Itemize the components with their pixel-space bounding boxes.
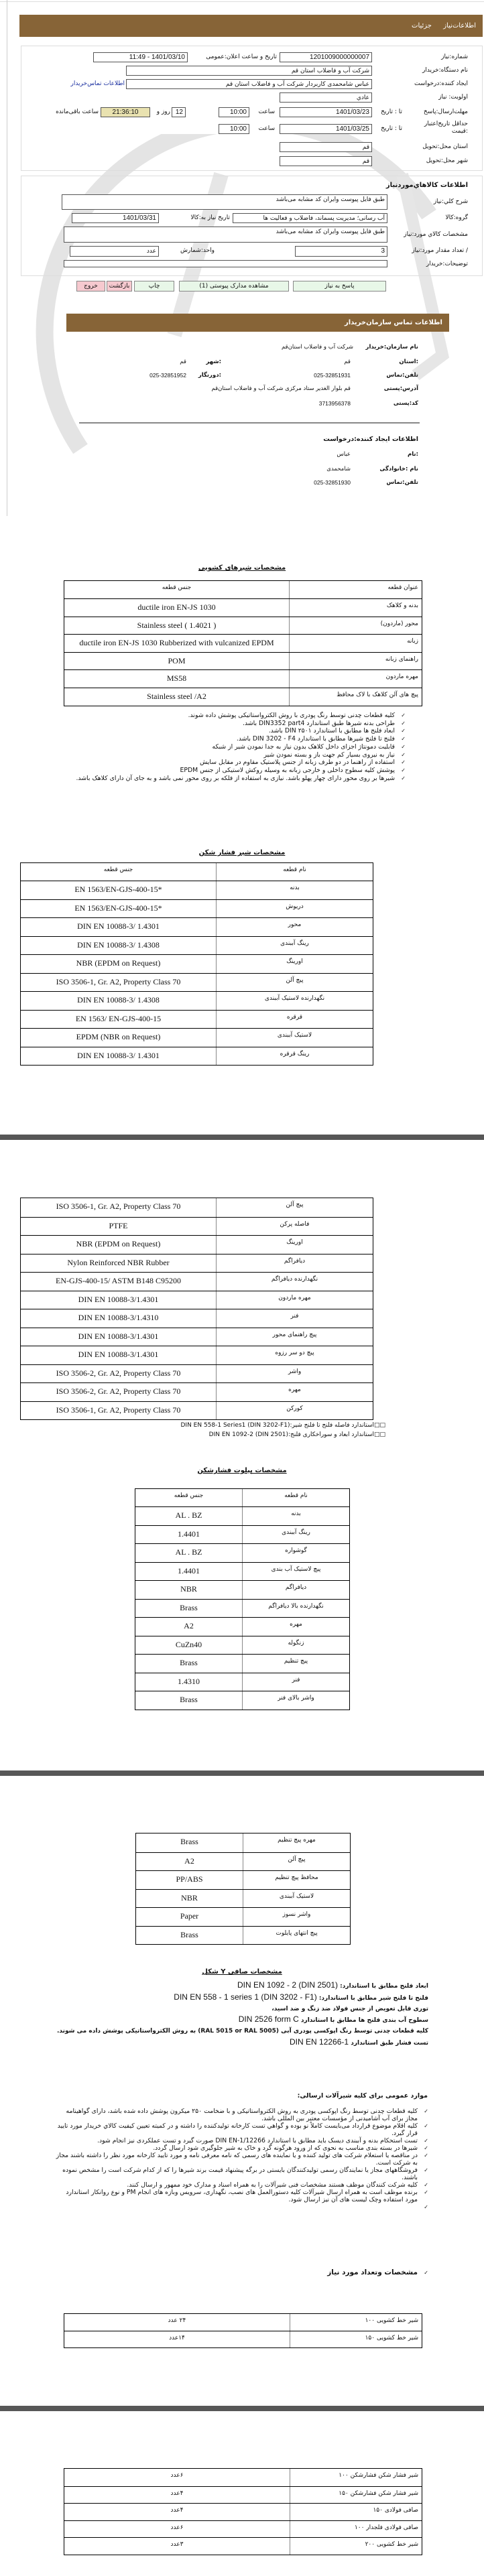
material-cell: Stainless steel /A2 [147,691,206,701]
material-cell: ductile iron EN-JS 1030 Rubberized with vulcanized EPDM [79,638,274,648]
material-cell: CuZn40 [175,1639,202,1649]
need-number-label: شماره:نیاز [441,54,468,60]
material-cell: *EN 1563/EN-GJS-400-15 [74,903,162,913]
table-row [64,2486,422,2504]
part-name-cell: نگهدارنده بالا دیافراگم [242,1600,349,1618]
city-label: شهر محل:تحویل [426,157,468,164]
material-cell: ISO 3506-2, Gr. A2, Property Class 70 [56,1387,181,1396]
part-name-cell: شیر خط کشویی ۱۵۰ [290,2331,422,2347]
part-name-cell: رینگ قرقره [216,1047,373,1066]
phone-label: تلفن:تماس [386,372,418,379]
pressure-reducer-title: مشخصات شیر فشار شکن [198,849,286,856]
part-name-cell: مهره ماردون [289,670,422,688]
part-name-cell: نگهدارنده لاستیک آببندی [216,992,373,1010]
contact-province-label: :استان [399,359,418,365]
material-cell: NBR (EPDM on Request) [76,958,161,968]
part-name-cell: فاصله پرکن [216,1218,373,1236]
material-cell: PP/ABS [176,1874,203,1884]
unit-field[interactable]: عدد [70,246,159,257]
goods-title: اطلاعات کالاهاي‌مورد‌نیاز [385,182,468,189]
table-row [64,2503,422,2520]
material-cell: POM [168,655,186,665]
announce-date-field[interactable]: 1401/03/10 - 11:49 [93,52,188,62]
table-header-row [21,863,373,881]
pilot-table-continued [135,1833,351,1945]
gate-valve-title: مشخصات شیرهای کشویی [198,564,286,572]
address-value: قم بلوار الغدیر ستاد مرکزی شرکت آب و فاضلاب استان‌قم [211,385,351,392]
priority-label: اولویت: نیاز [438,94,468,101]
material-cell: ۴عدد [170,2490,184,2497]
material-cell: ISO 3506-2, Gr. A2, Property Class 70 [56,1368,181,1378]
table-row [136,1833,350,1852]
description-label: شرح کلي:نیاز [433,198,468,205]
deadline-to-date-label: تا : تاریخ [381,109,402,115]
note-item: ✓ ابعاد فلنج ها مطابق با استاندارد ۲۵۰۱ DIN باشد. [54,727,406,735]
group-label: گروه:کالا [445,214,468,221]
creator-name-label: :نام [407,451,418,458]
part-name-cell: راهنمای زبانه [289,653,422,670]
table-row [136,1852,350,1871]
need-date-label: تاریخ نیاز به:کالا [190,214,230,221]
creator-field[interactable]: عباس شامحمدی کاربردار شرکت آب و فاضلاب استان قم [126,79,372,89]
material-cell: DIN EN 10088-3/ 1.4301 [77,1050,160,1060]
column-header: جنس قطعه [103,866,133,873]
note-item: ✓ فروشگاههای مجاز یا نمایندگان رسمی تولیدکنندگان بایستی در برگه پیشنهاد قیمت برند شیرها را که از کدام شرکت است را مشخص نموده باشند. [53,2167,428,2181]
column-header: جنس قطعه [174,1492,204,1499]
part-name-cell: مهره ماردون [216,1291,373,1309]
fax-label: :دورنگار [198,372,221,379]
part-name-cell: کورکن [216,1402,373,1420]
city-field[interactable]: قم [280,156,372,166]
y-strainer-line [53,2026,428,2037]
buyer-contact-link[interactable]: اطلاعات تماس‌خریدار [70,80,125,87]
part-name-cell: زبانه [289,635,422,652]
part-name-cell: پیچ های آلن کلاهک با لاک محافظ [289,688,422,706]
table-row [64,598,422,617]
material-cell: Brass [180,1658,198,1667]
priority-field[interactable]: عادي [280,92,372,103]
material-cell: 1.4401 [178,1565,200,1575]
table-row [136,1870,350,1889]
material-cell: ISO 3506-1, Gr. A2, Property Class 70 [56,1202,181,1211]
table-header-row [135,1489,349,1506]
description-field[interactable]: طبق فایل پیوست وایران کد مشابه می‌باشد [62,194,387,210]
part-name-cell: مهره [216,1383,373,1401]
table-row [135,1543,349,1562]
part-name-cell: مهره [242,1618,349,1636]
note-item: ✓ پوشش کلیه سطوح داخلی و خارجی زبانه به وسیله روکش لاستیکی از جنس EPDM [54,767,406,775]
table-row [64,617,422,635]
table-row [21,1346,373,1364]
org-label: نام سازمان:خریدار [365,344,418,350]
page-separator [0,1770,484,1776]
part-name-cell: اورینگ [216,955,373,973]
column-header: نام قطعه [216,863,373,881]
part-name-cell: قرقره [216,1011,373,1029]
part-name-cell: شیر فشار شکن فشارشکن ۱۰۰ [290,2469,422,2486]
material-cell: ۳عدد [170,2541,184,2549]
part-name-cell: پیچ آلن [243,1853,350,1871]
part-name-cell: صافی فولادی فلجدار ۱۰۰ [290,2521,422,2538]
table-row [135,1562,349,1581]
material-cell: MS58 [166,673,187,684]
days-remaining-field: 12 [172,107,186,117]
y-strainer-title: مشخصات صافی Y شکل [202,1968,282,1976]
material-cell: AL . BZ [175,1547,202,1557]
note-item: ✓ برنده موظف است به همراه ارسال شیرآلات کلیه دستورالعمل های نصب، نگهداری، سرویس وبازه های انجام PM و نوع روانکار استاندارد مورد استفاده وچک لیست های آن نیز ارسال شود. [53,2189,428,2203]
part-name-cell: رینگ آببندی [216,937,373,955]
note-item: ✓ استفاده از راهنما در دو طرف زبانه از جنس پلاستیک مقاوم در مقابل سایش [54,759,406,767]
table-row [135,1636,349,1655]
table-row [21,1217,373,1236]
validity-time-label: ساعت [258,125,275,132]
buyer-label: نام دستگاه:خریدار [422,67,468,74]
province-label: استان محل:تحویل [422,143,468,150]
phone-value: 025-32851931 [314,372,351,379]
respond-button[interactable]: پاسخ به نیاز [293,281,386,292]
note-item: ✓ کلیه شرکت کنندگان موظف هستند مشخصات فنی شیرآلات را به همراه اسناد و مدارک خود ممهور و ارسال کنند. [53,2181,428,2189]
postal-label: کد:پستی [393,400,418,407]
material-cell: ۴عدد [170,2507,184,2514]
contact-province-value: قم [344,359,351,365]
part-name-cell: واشر بالای فنر [242,1691,349,1710]
page-separator [0,1135,484,1140]
table-row [64,669,422,688]
need-number-field[interactable]: 1201009000000007 [280,52,372,62]
material-cell: EPDM (NBR on Request) [76,1032,161,1041]
material-cell: Brass [180,1602,198,1612]
contact-header: اطلاعات تماس سازمان‌خریدار [66,314,449,332]
table-row [21,1382,373,1401]
table-row [135,1525,349,1544]
tab-info[interactable]: اطلاعات‌نیاز [443,22,476,29]
table-row [21,1010,373,1029]
part-name-cell: محور (ماردون) [289,617,422,635]
part-name-cell: بدنه [242,1507,349,1525]
standard-code: DIN 2526 form C [238,2014,299,2024]
table-row [21,1028,373,1047]
table-row [21,1254,373,1273]
table-row [136,1907,350,1926]
y-strainer-line [53,1980,428,1992]
part-name-cell: فنر [242,1673,349,1691]
part-name-cell: دیافراگم [242,1581,349,1599]
material-cell: NBR [180,1584,197,1594]
deadline-date-field[interactable]: 1401/03/23 [280,107,372,117]
quantities-heading-text: مشخصات وتعداد مورد نیاز [327,2268,418,2276]
specs-field[interactable]: طبق فایل پیوست وایران کد مشابه می‌باشد [64,227,387,243]
material-cell: DIN EN 10088-3/1.4310 [78,1313,159,1322]
table-row [136,1889,350,1908]
pressure-reducer-table [20,862,373,1066]
notes-field[interactable] [64,260,387,267]
need-date-field[interactable]: 1401/03/31 [72,213,159,223]
table-row [21,1235,373,1254]
column-header: جنس قطعه [162,584,192,591]
gate-valve-table [64,580,422,706]
table-row [64,2520,422,2538]
note-item: ✓ شیرها بر روی محور دارای چهار پهلو باشد. نیازی به استفاده از فلکه بر روی محور نمی باشد و به جای آن دارای کلاهک باشد. [54,775,406,783]
part-name-cell: بدنه [216,881,373,899]
part-name-cell: محور [216,918,373,936]
deadline-time-field[interactable]: 10:00 [219,107,249,117]
deadline-label: مهلت‌ارسال:پاسخ [423,109,468,115]
table-row [21,1401,373,1420]
creator-label: ایجاد کننده:درخواست [414,80,468,87]
part-name-cell: شیر فشار شکن فشارشکن ۱۵۰ [290,2487,422,2504]
spec-text: فلنج تا فلنج شیر مطابق با استاندارد: [316,1994,428,2002]
table-row [64,652,422,670]
part-name-cell: پیچ آلن [216,974,373,992]
table-row [21,1198,373,1217]
table-row [135,1580,349,1599]
days-and-label: روز و [156,109,170,115]
material-cell: ISO 3506-1, Gr. A2, Property Class 70 [56,1405,181,1415]
material-cell: Nylon Reinforced NBR Rubber [67,1257,170,1267]
table-row [21,973,373,992]
table-row [135,1599,349,1618]
table-header-row [64,581,422,598]
material-cell: PTFE [109,1220,128,1230]
table-row [135,1617,349,1636]
province-field[interactable]: قم [280,142,372,152]
part-name-cell: زنگوله [242,1636,349,1655]
group-field[interactable]: آب رسانی؛ مدیریت پسماند، فاضلاب و فعالیت ها [233,213,387,223]
material-cell: DIN EN 10088-3/1.4301 [78,1331,159,1341]
announce-label: تاریخ و ساعت اعلان:عمومی [206,54,277,60]
table-row [64,2331,422,2347]
material-cell: Brass [180,1929,198,1939]
header-bar [19,15,483,37]
part-name-cell: اورینگ [216,1236,373,1254]
part-name-cell: دیافراگم [216,1254,373,1273]
note-item: ✓ کلیه قطعات چدنی توسط رنگ پودری با روش الکترواستاتیکی پوشش داده شوند. [54,712,406,720]
material-cell: *EN 1563/EN-GJS-400-15 [74,885,162,894]
quantities-heading-list [53,2269,428,2277]
standard-code: DIN EN 12266-1 [290,2037,349,2047]
material-cell: NBR [181,1892,198,1903]
creator-phone-value: 025-32851930 [314,479,351,486]
part-name-cell: صافی فولادی ۱۵۰ [290,2504,422,2520]
table-row [64,688,422,706]
quantity-field[interactable]: 3 [295,246,387,257]
part-name-cell: فنر [216,1309,373,1328]
part-name-cell: لاستیک آببندی [243,1890,350,1908]
pressure-reducer-table-continued [20,1198,373,1420]
spec-text: سطوح آب بندی فلنج ها مطابق با استاندارد [298,2017,428,2024]
standard-code: DIN EN 558 - 1 series 1 (DIN 3202 - F1) [174,1992,317,2002]
table-row [21,881,373,899]
note-item: ✓ تست استحکام بدنه و آببندی دیسک باید مطابق با استاندارد DIN EN-1/12266 صورت گیرد و تست عملکردی نیز انجام شود. [53,2137,428,2144]
creator-section-title: اطلاعات ایجاد کننده:درخواست [323,436,418,443]
note-item: ✓ قابلیت دمونتاژ اجزای داخل کلاهک بدون نیاز به جدا نمودن شیر از شبکه [54,743,406,751]
material-cell: A2 [184,1621,194,1630]
part-name-cell: مهره پیچ تنظیم [243,1833,350,1852]
material-cell: ۲۴ عدد [168,2317,186,2324]
contact-city-label: :شهر [206,359,221,365]
table-row [21,1291,373,1309]
table-row [21,1047,373,1066]
material-cell: ۶عدد [170,2472,184,2479]
material-cell: 1.4310 [178,1676,200,1686]
general-notes [53,2108,428,2213]
table-row [21,1309,373,1328]
part-name-cell: نگهدارنده دیافراگم [216,1273,373,1291]
standard-code: DIN EN 1092 - 2 (DIN 2501) [237,1980,339,1990]
material-cell: NBR (EPDM on Request) [76,1239,161,1248]
part-name-cell: پیچ راهنمای محور [216,1328,373,1346]
note-item: ✓ کلیه قطعات چدنی توسط رنگ اپوکسی پودری به روش الکترواستاتیکی و با ضخامت ۲۵۰ میکرون پوشش داده شده باشد، دارای گواهینامه مجاز برای آب آشامیدنی از مؤسسات معتبر بین المللی باشد. [53,2108,428,2122]
spec-text: کلیه قطعات چدنی توسط رنگ اپوکسی پودری آبی (RAL 5015 or RAL 5005) به روش الکترواستاتیکی پوشش داده می شوند. [56,2028,428,2035]
material-cell: ۶عدد [170,2524,184,2531]
y-strainer-line [53,1992,428,2004]
quantities-table [64,2313,422,2348]
time-remaining-timer: 21:36:10 [101,107,150,117]
validity-label: حداقل تاریخ‌اعتبار :قیمت [424,121,468,135]
table-row [64,634,422,652]
material-cell: DIN EN 10088-3/ 1.4301 [77,921,160,931]
material-cell: EN-GJS-400-15/ ASTM B148 C95200 [55,1276,181,1285]
table-row [21,917,373,936]
part-name-cell: پیچ دو سر رزوه [216,1346,373,1364]
material-cell: A2 [184,1856,194,1866]
material-cell: EN 1563/ EN-GJS-400-15 [75,1013,162,1023]
y-strainer-line [53,2037,428,2049]
part-name-cell: پیچ لاستیک آب بندی [242,1563,349,1581]
gate-valve-notes [54,712,406,782]
tab-details[interactable]: جزئیات [412,22,432,29]
spec-text: تست فشار طبق استاندارد [349,2039,428,2047]
material-cell: Brass [180,1837,198,1846]
note-item: ✓ نیاز به نیروی بسیار کم جهت باز و بسته نمودن شیر [54,751,406,759]
quantity-label: / تعداد مقدار مورد:نیاز [412,247,468,254]
part-name-cell: دریوش [216,900,373,918]
pilot-table [135,1488,350,1710]
note-item: ✓ فلنج تا فلنج شیرها مطابق با استاندارد DIN 3202 - F4 باشد. [54,735,406,743]
table-row [135,1654,349,1673]
table-row [21,991,373,1010]
attachments-button[interactable]: مشاهده مدارک پیوستی (1) [179,281,289,292]
divider [79,422,420,424]
table-row [135,1506,349,1525]
flange-distance-standard: □□استاندارد فاصله فلنج تا فلنج شیر:DIN EN 558-1 Series1 (DIN 3202-F1) [180,1422,385,1429]
deadline-time-label: ساعت [258,109,275,115]
part-name-cell: واشر نسوز [243,1908,350,1926]
part-name-cell: گوشواره [242,1544,349,1562]
note-item: ✓ کلیه اقلام موضوع قرارداد می‌بایست کاملاً نو بوده و گواهي تست کارخانه تولیدکننده را داشته و در کمیته تعیین کیفیت کالاي خریدار مورد تایید قرار گیرد. [53,2122,428,2137]
material-cell: Brass [180,1695,198,1704]
table-row [135,1691,349,1710]
note-item: ✓ طراحی بدنه شیرها طبق استاندارد DIN3352 part4 باشد. [54,720,406,728]
spec-text: ابعاد فلنج مطابق با استاندارد: [338,1983,428,1990]
material-cell: 1.4401 [178,1529,200,1539]
part-name-cell: لاستیک آببندی [216,1029,373,1047]
validity-date-field[interactable]: 1401/03/25 [280,124,372,134]
table-row [21,1272,373,1291]
part-name-cell: بدنه و کلاهک [289,599,422,617]
table-row [21,899,373,918]
part-name-cell: پیچ انتهای پایلوت [243,1927,350,1945]
part-name-cell: شیر خط کشویی ۱۰۰ [290,2314,422,2331]
material-cell: DIN EN 10088-3/ 1.4308 [77,995,160,1005]
material-cell: Stainless steel ( 1.4021 ) [137,620,217,630]
exit-button[interactable]: خروج [76,281,105,292]
top-rule [0,1,484,2]
creator-name-value: عباس [337,451,351,458]
contact-city-value: قم [180,359,186,365]
flange-drilling-standard: □□استاندارد ابعاد و سوراخکاری فلنج:DIN EN 1092-2 (DIN 2501) [208,1431,385,1438]
table-row [64,2469,422,2486]
table-row [135,1673,349,1691]
unit-label: واحد:شمارش [180,247,215,254]
pilot-title: مشخصات پیلوت فشارشکن [197,1467,287,1474]
general-title: موارد عمومی برای کلیه شیرآلات ارسالی: [297,2092,428,2100]
table-row [21,954,373,973]
creator-family-value: شامحمدی [326,466,351,472]
part-name-cell: پیچ تنظیم [242,1655,349,1673]
y-strainer-specs [53,1980,428,2049]
material-cell: DIN EN 10088-3/1.4301 [78,1350,159,1359]
table-row [21,1364,373,1383]
part-name-cell: محافظ پیچ تنظیم [243,1871,350,1889]
org-value: شرکت آب و فاضلاب استان‌قم [281,344,353,350]
y-strainer-line [53,2004,428,2015]
spec-text: توری قابل تعویض از جنس فولاد ضد زنگ و ضد اسید، [271,2005,428,2012]
time-remaining-label: ساعت باقی‌مانده [56,109,99,115]
table-row [64,2537,422,2555]
print-button[interactable]: چاپ [134,281,174,292]
part-name-cell: پیچ آلن [216,1198,373,1217]
part-name-cell: رینگ آببندی [242,1526,349,1544]
table-row [21,936,373,955]
back-button[interactable]: بازگشت [107,281,132,292]
creator-phone-label: تلفن:تماس [386,479,418,486]
material-cell: Paper [180,1911,199,1921]
specs-label: مشخصات کالاي مورد:نیاز [404,231,468,238]
quantities-heading [53,2269,428,2277]
notes-label: توضیحات:خریدار [426,261,468,267]
table-row [64,2314,422,2331]
address-label: آدرس:پستی [383,385,418,392]
material-cell: ۱۴عدد [169,2335,185,2341]
fax-value: 025-32851952 [149,372,186,379]
note-item [53,2203,428,2213]
validity-to-date-label: تا : تاریخ [381,125,402,132]
material-cell: ductile iron EN-JS 1030 [137,602,216,612]
note-item: ✓ در مناقصه یا استعلام شرکت های تولید کننده و یا نماینده های رسمی که نامه معرفی نامه و مورد تایید کارخانه مورد نظر را داشته باشند مجاز به شرکت است. [53,2152,428,2167]
postal-value: 3713956378 [318,400,351,407]
material-cell: ISO 3506-1, Gr. A2, Property Class 70 [56,976,181,986]
column-header: عنوان قطعه [289,581,422,598]
creator-family-label: نام :خانوادگی [379,466,418,472]
buyer-field[interactable]: شرکت آب و فاضلاب استان قم [126,66,372,76]
validity-time-field[interactable]: 10:00 [219,124,249,134]
column-header: نام قطعه [242,1489,349,1506]
y-strainer-line [53,2014,428,2026]
table-row [136,1926,350,1945]
material-cell: DIN EN 10088-3/1.4301 [78,1294,159,1304]
part-name-cell: شیر خط کشویی ۲۰۰ [290,2538,422,2555]
table-row [21,1328,373,1346]
page-separator [0,2406,484,2411]
material-cell: DIN EN 10088-3/ 1.4308 [77,940,160,950]
quantities-table-continued [64,2468,422,2555]
material-cell: AL . BZ [175,1510,202,1520]
part-name-cell: واشر [216,1365,373,1383]
note-item: ✓ شیرها در بسته بندی مناسب به نحوی که از ورود هرگونه گرد و خاک به شیر جلوگیری شود ارسال گردد. [53,2144,428,2152]
